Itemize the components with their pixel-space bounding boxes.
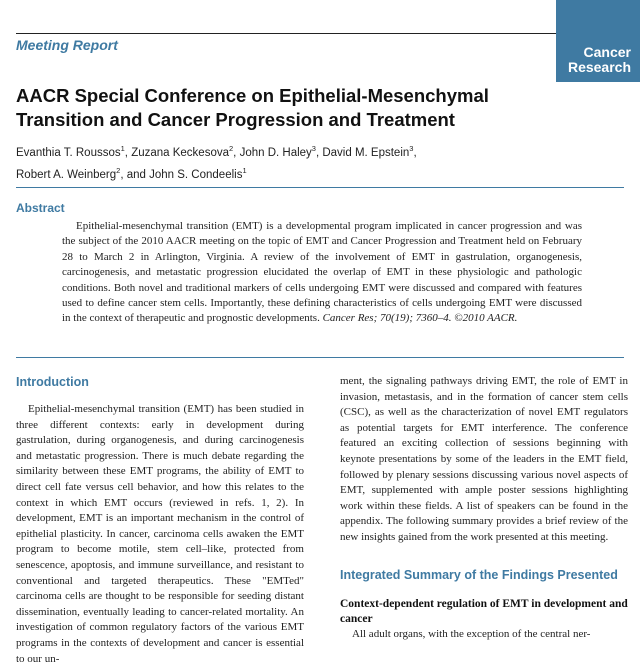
summary-body: All adult organs, with the exception of the central ner- xyxy=(352,628,591,640)
summary-subheading: Context-dependent regulation of EMT in development and cancer xyxy=(340,598,628,625)
introduction-left-column: Epithelial-mesenchymal transition (EMT) has been studied in three different contexts: early in development during gastrulation, during organogenesis, and during carcinogenesis and metastatic progression. There is much debate regarding the similarity between these EMT programs, the ability of EMT to direct cell fate versus cell behavior, and how this relates to the context in which EMT occurs (reviewed in refs. 1, 2). In development, EMT is an important mechanism in the control of epithelial plasticity. In cancer, carcinoma cells awaken the EMT program to become motile, stem cell–like, protected from senescence, apoptosis, and immune surveillance, and resistant to conventional and targeted therapeutics. These "EMTed" carcinoma cells are thought to be responsible for seeding distant dissemination, eventually leading to cancer-related mortality. An investigation of common regulatory factors of the various EMT programs in the contexts of development and cancer is essential to our un- xyxy=(16,403,304,665)
author-affiliation: 1 xyxy=(242,165,247,175)
article-type: Meeting Report xyxy=(16,37,118,53)
abstract-text: Epithelial-mesenchymal transition (EMT) is a developmental program implicated in cancer progression and was the subject of the 2010 AACR meeting on the topic of EMT and Cancer Progression and Treatment held on February 28 to March 2 in Arlington, Virginia. A review of the involvement of EMT in gastrulation, organogenesis, carcinogenesis, and metastatic progression elucidated the overlap of EMT in these physiologic and pathologic conditions. Both novel and traditional markers of cells undergoing EMT were discussed and compared with features used to define cancer stem cells. Importantly, these defining characteristics of cells undergoing EMT were discussed in the context of therapeutic and prognostic developments. xyxy=(62,220,582,325)
author-name: Robert A. Weinberg xyxy=(16,168,117,181)
author-affiliation: 2 xyxy=(229,144,234,153)
section-rule xyxy=(16,357,624,358)
author-name: John S. Condeelis xyxy=(149,168,243,181)
author-name: John D. Haley xyxy=(239,146,312,159)
author-name: David M. Epstein xyxy=(322,146,410,159)
author-name: Zuzana Keckesova xyxy=(131,146,229,159)
author-affiliation: 2 xyxy=(116,165,121,175)
abstract-citation: Cancer Res; 70(19); 7360–4. ©2010 AACR. xyxy=(322,312,518,325)
author-affiliation: 1 xyxy=(120,144,125,153)
abstract-heading: Abstract xyxy=(16,201,65,215)
introduction-right-column: ment, the signaling pathways driving EMT, the role of EMT in invasion, metastasis, and in the formation of cancer stem cells (CSC), as well as the characterization of novel EMT regulators as potential targets for EMT interference. The conference featured an exciting collection of sessions beginning with keynote presentations by some of the leaders in the EMT field, followed by plenary sessions discussing various novel aspects of EMT, supplemented with ample poster sessions highlighting work within these fields. A list of speakers can be found in the appendix. The following summary provides a brief review of the new insights gained from the work presented at this meeting. xyxy=(340,375,628,543)
author-name: Evanthia T. Roussos xyxy=(16,146,121,159)
introduction-heading: Introduction xyxy=(16,375,89,389)
journal-logo xyxy=(556,0,640,82)
article-title: AACR Special Conference on Epithelial-Mesenchymal Transition and Cancer Progression and Treatment xyxy=(16,85,489,130)
journal-name-line2: Research xyxy=(567,59,631,75)
abstract-rule xyxy=(16,187,624,188)
summary-heading: Integrated Summary of the Findings Presented xyxy=(340,568,618,582)
header-rule xyxy=(16,33,560,34)
author-affiliation: 3 xyxy=(409,144,414,153)
author-list: Evanthia T. Roussos$^1$, Zuzana Keckesova$^2$, John D. Haley$^3$, David M. Epstein$^3$, Robert A. Weinberg$^2$, and John S. Condeelis$^1$ xyxy=(16,144,417,181)
journal-name-line1: Cancer xyxy=(583,44,631,60)
author-affiliation: 3 xyxy=(311,144,316,153)
abstract-body xyxy=(62,219,582,327)
